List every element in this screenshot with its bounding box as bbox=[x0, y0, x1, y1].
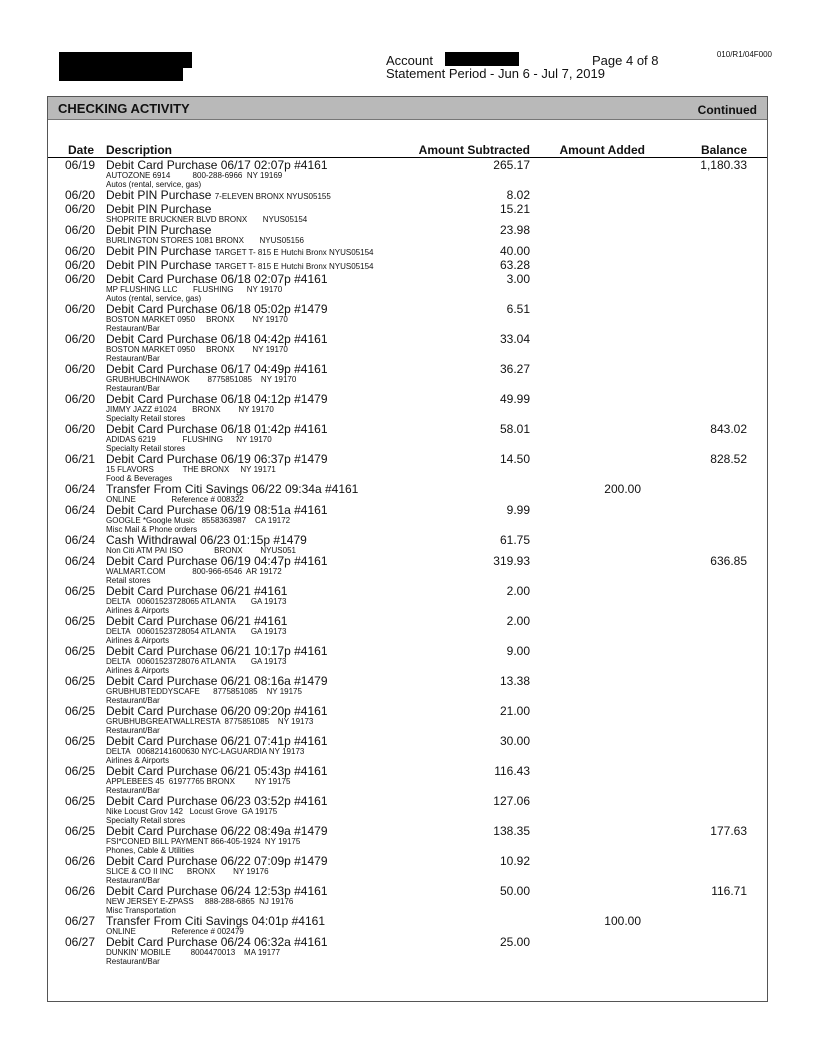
amount-subtracted: 116.43 bbox=[494, 764, 530, 778]
transaction-detail-line: BOSTON MARKET 0950 BRONX NY 19170 bbox=[106, 315, 288, 324]
transaction-detail-line: ADIDAS 6219 FLUSHING NY 19170 bbox=[106, 435, 272, 444]
transaction-title: Debit Card Purchase 06/21 08:16a #1479 bbox=[106, 674, 328, 688]
transaction-date: 06/26 bbox=[64, 884, 95, 898]
transaction-date: 06/27 bbox=[64, 935, 95, 949]
transaction-detail-line: Restaurant/Bar bbox=[106, 726, 160, 735]
transaction-title: Debit PIN Purchase bbox=[106, 244, 212, 258]
transaction-detail-line: Airlines & Airports bbox=[106, 606, 170, 615]
transaction-detail-line: DELTA 00601523728076 ATLANTA GA 19173 bbox=[106, 657, 287, 666]
transaction-row bbox=[48, 615, 767, 645]
transaction-title: Debit Card Purchase 06/21 10:17p #4161 bbox=[106, 644, 328, 658]
transaction-description bbox=[106, 936, 446, 966]
transaction-description bbox=[106, 504, 446, 534]
transaction-detail-line: GOOGLE *Google Music 8558363987 CA 19172 bbox=[106, 516, 291, 525]
transaction-date: 06/25 bbox=[64, 764, 95, 778]
amount-subtracted: 36.27 bbox=[499, 362, 530, 376]
transaction-main-line bbox=[106, 393, 446, 405]
checking-activity-section bbox=[47, 96, 768, 1002]
running-balance: 1,180.33 bbox=[700, 158, 747, 172]
transaction-main-line bbox=[106, 855, 446, 867]
transaction-main-line bbox=[106, 259, 446, 273]
transaction-description bbox=[106, 885, 446, 915]
transaction-inline-detail: TARGET T- 815 E Hutchi Bronx NYUS05154 bbox=[214, 248, 374, 257]
transaction-row bbox=[48, 504, 767, 534]
column-header-description: Description bbox=[106, 143, 173, 157]
transaction-detail-line: DUNKIN' MOBILE 8004470013 MA 19177 bbox=[106, 948, 281, 957]
document-code: 010/R1/04F000 bbox=[716, 50, 772, 59]
transaction-description bbox=[106, 224, 446, 245]
transaction-inline-detail: 7-ELEVEN BRONX NYUS05155 bbox=[214, 192, 331, 201]
transaction-title: Debit Card Purchase 06/21 #4161 bbox=[106, 584, 288, 598]
transaction-main-line bbox=[106, 273, 446, 285]
transaction-main-line bbox=[106, 453, 446, 465]
transaction-date: 06/25 bbox=[64, 584, 95, 598]
transaction-date: 06/20 bbox=[64, 392, 95, 406]
amount-subtracted: 61.75 bbox=[499, 533, 530, 547]
transaction-date: 06/24 bbox=[64, 554, 95, 568]
running-balance: 177.63 bbox=[710, 824, 747, 838]
transaction-date: 06/25 bbox=[64, 794, 95, 808]
transaction-title: Debit Card Purchase 06/18 01:42p #4161 bbox=[106, 422, 328, 436]
transaction-main-line bbox=[106, 423, 446, 435]
transaction-row bbox=[48, 735, 767, 765]
transaction-main-line bbox=[106, 534, 446, 546]
transaction-detail-line: SLICE & CO II INC BRONX NY 19176 bbox=[106, 867, 269, 876]
transaction-description bbox=[106, 203, 446, 224]
page-indicator: Page 4 of 8 bbox=[592, 53, 659, 68]
transaction-row bbox=[48, 885, 767, 915]
transaction-main-line bbox=[106, 645, 446, 657]
transaction-date: 06/20 bbox=[64, 258, 95, 272]
transaction-row bbox=[48, 203, 767, 224]
transaction-main-line bbox=[106, 735, 446, 747]
amount-added: 100.00 bbox=[604, 914, 641, 928]
transaction-date: 06/20 bbox=[64, 332, 95, 346]
transaction-main-line bbox=[106, 765, 446, 777]
transaction-main-line bbox=[106, 189, 446, 203]
amount-subtracted: 25.00 bbox=[499, 935, 530, 949]
amount-subtracted: 127.06 bbox=[493, 794, 530, 808]
transaction-description bbox=[106, 159, 446, 189]
column-header-balance: Balance bbox=[700, 143, 747, 157]
transaction-description bbox=[106, 735, 446, 765]
transaction-date: 06/20 bbox=[64, 188, 95, 202]
transaction-description bbox=[106, 303, 446, 333]
transaction-detail-line: ONLINE Reference # 008322 bbox=[106, 495, 244, 504]
amount-subtracted: 3.00 bbox=[506, 272, 530, 286]
transaction-title: Debit Card Purchase 06/17 04:49p #4161 bbox=[106, 362, 328, 376]
amount-subtracted: 58.01 bbox=[499, 422, 530, 436]
transaction-date: 06/21 bbox=[64, 452, 95, 466]
transaction-title: Debit Card Purchase 06/23 03:52p #4161 bbox=[106, 794, 328, 808]
transaction-title: Debit Card Purchase 06/22 07:09p #1479 bbox=[106, 854, 328, 868]
transaction-main-line bbox=[106, 885, 446, 897]
transaction-row bbox=[48, 303, 767, 333]
amount-added: 200.00 bbox=[604, 482, 641, 496]
transaction-detail-line: Phones, Cable & Utilities bbox=[106, 846, 195, 855]
amount-subtracted: 33.04 bbox=[499, 332, 530, 346]
transaction-title: Debit Card Purchase 06/24 06:32a #4161 bbox=[106, 935, 328, 949]
transaction-description bbox=[106, 534, 446, 555]
section-header-band bbox=[48, 97, 767, 120]
transaction-date: 06/20 bbox=[64, 272, 95, 286]
redacted-address-block bbox=[59, 66, 183, 81]
transaction-detail-line: DELTA 00601523728065 ATLANTA GA 19173 bbox=[106, 597, 287, 606]
transaction-title: Debit PIN Purchase bbox=[106, 223, 212, 237]
amount-subtracted: 9.99 bbox=[506, 503, 530, 517]
transaction-detail-line: SHOPRITE BRUCKNER BLVD BRONX NYUS05154 bbox=[106, 215, 308, 224]
transaction-row bbox=[48, 224, 767, 245]
transaction-detail-line: DELTA 00601523728054 ATLANTA GA 19173 bbox=[106, 627, 287, 636]
transaction-title: Debit Card Purchase 06/18 05:02p #1479 bbox=[106, 302, 328, 316]
transaction-description bbox=[106, 483, 446, 504]
transaction-main-line bbox=[106, 333, 446, 345]
transaction-title: Debit Card Purchase 06/21 #4161 bbox=[106, 614, 288, 628]
amount-subtracted: 9.00 bbox=[506, 644, 530, 658]
transaction-detail-line: Nike Locust Grov 142 Locust Grove GA 19175 bbox=[106, 807, 278, 816]
transaction-main-line bbox=[106, 915, 446, 927]
transaction-row bbox=[48, 259, 767, 273]
transaction-date: 06/20 bbox=[64, 202, 95, 216]
running-balance: 843.02 bbox=[710, 422, 747, 436]
transaction-detail-line: GRUBHUBGREATWALLRESTA 8775851085 NY 19173 bbox=[106, 717, 314, 726]
transaction-detail-line: APPLEBEES 45 61977765 BRONX NY 19175 bbox=[106, 777, 291, 786]
transaction-detail-line: Restaurant/Bar bbox=[106, 354, 160, 363]
continued-label: Continued bbox=[697, 103, 757, 117]
transaction-row bbox=[48, 936, 767, 966]
column-header-row bbox=[48, 143, 767, 158]
transaction-main-line bbox=[106, 504, 446, 516]
transaction-main-line bbox=[106, 483, 446, 495]
transaction-description bbox=[106, 825, 446, 855]
transaction-description bbox=[106, 273, 446, 303]
transaction-row bbox=[48, 555, 767, 585]
transaction-description bbox=[106, 333, 446, 363]
amount-subtracted: 30.00 bbox=[499, 734, 530, 748]
transaction-description bbox=[106, 245, 446, 259]
transaction-date: 06/19 bbox=[64, 158, 95, 172]
transaction-row bbox=[48, 423, 767, 453]
transaction-main-line bbox=[106, 555, 446, 567]
transaction-detail-line: Retail stores bbox=[106, 576, 151, 585]
transaction-detail-line: DELTA 00682141600630 NYC-LAGUARDIA NY 19173 bbox=[106, 747, 305, 756]
transaction-title: Debit Card Purchase 06/18 04:42p #4161 bbox=[106, 332, 328, 346]
transaction-date: 06/25 bbox=[64, 704, 95, 718]
transaction-detail-line: BOSTON MARKET 0950 BRONX NY 19170 bbox=[106, 345, 288, 354]
transaction-date: 06/27 bbox=[64, 914, 95, 928]
running-balance: 828.52 bbox=[710, 452, 747, 466]
transaction-main-line bbox=[106, 795, 446, 807]
running-balance: 116.71 bbox=[711, 884, 747, 898]
transaction-row bbox=[48, 915, 767, 936]
transaction-title: Debit Card Purchase 06/17 02:07p #4161 bbox=[106, 158, 328, 172]
transaction-description bbox=[106, 259, 446, 273]
transaction-row bbox=[48, 159, 767, 189]
amount-subtracted: 2.00 bbox=[506, 584, 530, 598]
transaction-description bbox=[106, 615, 446, 645]
transaction-main-line bbox=[106, 363, 446, 375]
section-title: CHECKING ACTIVITY bbox=[58, 101, 190, 116]
transaction-detail-line: GRUBHUBTEDDYSCAFE 8775851085 NY 19175 bbox=[106, 687, 302, 696]
amount-subtracted: 23.98 bbox=[499, 223, 530, 237]
transaction-title: Debit Card Purchase 06/20 09:20p #4161 bbox=[106, 704, 328, 718]
transaction-detail-line: Restaurant/Bar bbox=[106, 324, 160, 333]
transaction-detail-line: JIMMY JAZZ #1024 BRONX NY 19170 bbox=[106, 405, 274, 414]
transaction-description bbox=[106, 189, 446, 203]
transaction-detail-line: Restaurant/Bar bbox=[106, 957, 160, 966]
column-header-added: Amount Added bbox=[559, 143, 645, 157]
transaction-date: 06/25 bbox=[64, 674, 95, 688]
transaction-description bbox=[106, 765, 446, 795]
transaction-description bbox=[106, 585, 446, 615]
amount-subtracted: 2.00 bbox=[506, 614, 530, 628]
transaction-description bbox=[106, 675, 446, 705]
transaction-date: 06/24 bbox=[64, 482, 95, 496]
transaction-title: Cash Withdrawal 06/23 01:15p #1479 bbox=[106, 533, 307, 547]
transaction-title: Debit PIN Purchase bbox=[106, 202, 212, 216]
transaction-row bbox=[48, 333, 767, 363]
transaction-title: Debit Card Purchase 06/24 12:53p #4161 bbox=[106, 884, 328, 898]
column-header-subtracted: Amount Subtracted bbox=[418, 143, 530, 157]
transaction-title: Debit Card Purchase 06/19 06:37p #1479 bbox=[106, 452, 328, 466]
transaction-row bbox=[48, 705, 767, 735]
transaction-detail-line: AUTOZONE 6914 800-288-6966 NY 19169 bbox=[106, 171, 283, 180]
transaction-detail-line: ONLINE Reference # 002479 bbox=[106, 927, 244, 936]
transaction-main-line bbox=[106, 936, 446, 948]
transaction-date: 06/26 bbox=[64, 854, 95, 868]
column-header-date: Date bbox=[68, 143, 95, 157]
transaction-date: 06/20 bbox=[64, 244, 95, 258]
transaction-row bbox=[48, 765, 767, 795]
transaction-inline-detail: TARGET T- 815 E Hutchi Bronx NYUS05154 bbox=[214, 262, 374, 271]
transaction-date: 06/20 bbox=[64, 362, 95, 376]
transaction-detail-line: 15 FLAVORS THE BRONX NY 19171 bbox=[106, 465, 276, 474]
transaction-description bbox=[106, 555, 446, 585]
transaction-row bbox=[48, 245, 767, 259]
transaction-detail-line: Specialty Retail stores bbox=[106, 414, 186, 423]
transaction-detail-line: Airlines & Airports bbox=[106, 636, 170, 645]
transaction-main-line bbox=[106, 303, 446, 315]
transaction-description bbox=[106, 855, 446, 885]
transaction-detail-line: Non Citi ATM PAI ISO BRONX NYUS051 bbox=[106, 546, 296, 555]
transaction-detail-line: FSI*CONED BILL PAYMENT 866-405-1924 NY 19175 bbox=[106, 837, 301, 846]
statement-period: Statement Period - Jun 6 - Jul 7, 2019 bbox=[386, 66, 605, 81]
amount-subtracted: 8.02 bbox=[506, 188, 530, 202]
transaction-row bbox=[48, 795, 767, 825]
transaction-title: Debit Card Purchase 06/19 08:51a #4161 bbox=[106, 503, 328, 517]
transaction-row bbox=[48, 393, 767, 423]
transaction-row bbox=[48, 855, 767, 885]
transaction-main-line bbox=[106, 615, 446, 627]
amount-subtracted: 63.28 bbox=[499, 258, 530, 272]
transaction-date: 06/25 bbox=[64, 734, 95, 748]
transaction-title: Transfer From Citi Savings 06/22 09:34a #4161 bbox=[106, 482, 359, 496]
transaction-detail-line: Airlines & Airports bbox=[106, 756, 170, 765]
transaction-detail-line: Restaurant/Bar bbox=[106, 384, 160, 393]
transaction-date: 06/25 bbox=[64, 824, 95, 838]
amount-subtracted: 138.35 bbox=[493, 824, 530, 838]
running-balance: 636.85 bbox=[710, 554, 747, 568]
transaction-date: 06/24 bbox=[64, 503, 95, 517]
transaction-row bbox=[48, 189, 767, 203]
amount-subtracted: 40.00 bbox=[499, 244, 530, 258]
transaction-detail-line: NEW JERSEY E-ZPASS 888-288-6865 NJ 19176 bbox=[106, 897, 294, 906]
transaction-title: Debit Card Purchase 06/19 04:47p #4161 bbox=[106, 554, 328, 568]
transaction-detail-line: BURLINGTON STORES 1081 BRONX NYUS05156 bbox=[106, 236, 304, 245]
transaction-main-line bbox=[106, 203, 446, 215]
transaction-detail-line: Restaurant/Bar bbox=[106, 876, 160, 885]
transaction-row bbox=[48, 825, 767, 855]
transaction-title: Debit Card Purchase 06/21 07:41p #4161 bbox=[106, 734, 328, 748]
transaction-row bbox=[48, 273, 767, 303]
transaction-date: 06/20 bbox=[64, 302, 95, 316]
transaction-detail-line: Restaurant/Bar bbox=[106, 696, 160, 705]
transaction-title: Debit Card Purchase 06/22 08:49a #1479 bbox=[106, 824, 328, 838]
transaction-detail-line: Airlines & Airports bbox=[106, 666, 170, 675]
transaction-row bbox=[48, 483, 767, 504]
transaction-detail-line: Specialty Retail stores bbox=[106, 444, 186, 453]
transaction-title: Transfer From Citi Savings 04:01p #4161 bbox=[106, 914, 325, 928]
amount-subtracted: 14.50 bbox=[499, 452, 530, 466]
amount-subtracted: 10.92 bbox=[499, 854, 530, 868]
transaction-main-line bbox=[106, 585, 446, 597]
transaction-detail-line: Misc Transportation bbox=[106, 906, 176, 915]
account-label: Account bbox=[386, 53, 433, 68]
transaction-date: 06/20 bbox=[64, 422, 95, 436]
transaction-row bbox=[48, 363, 767, 393]
transaction-description bbox=[106, 705, 446, 735]
amount-subtracted: 49.99 bbox=[499, 392, 530, 406]
amount-subtracted: 50.00 bbox=[499, 884, 530, 898]
amount-subtracted: 21.00 bbox=[499, 704, 530, 718]
transaction-detail-line: Specialty Retail stores bbox=[106, 816, 186, 825]
transaction-title: Debit PIN Purchase bbox=[106, 188, 212, 202]
transaction-detail-line: Misc Mail & Phone orders bbox=[106, 525, 198, 534]
amount-subtracted: 15.21 bbox=[499, 202, 530, 216]
amount-subtracted: 13.38 bbox=[499, 674, 530, 688]
transaction-detail-line: Food & Beverages bbox=[106, 474, 173, 483]
transaction-description bbox=[106, 795, 446, 825]
transaction-description bbox=[106, 423, 446, 453]
transaction-detail-line: WALMART.COM 800-966-6546 AR 19172 bbox=[106, 567, 282, 576]
transaction-main-line bbox=[106, 224, 446, 236]
transaction-title: Debit Card Purchase 06/18 02:07p #4161 bbox=[106, 272, 328, 286]
transaction-description bbox=[106, 393, 446, 423]
transaction-title: Debit Card Purchase 06/21 05:43p #4161 bbox=[106, 764, 328, 778]
transaction-description bbox=[106, 453, 446, 483]
transaction-title: Debit PIN Purchase bbox=[106, 258, 212, 272]
transaction-list bbox=[48, 159, 767, 966]
transaction-main-line bbox=[106, 159, 446, 171]
transaction-date: 06/25 bbox=[64, 614, 95, 628]
transaction-row bbox=[48, 585, 767, 615]
transaction-detail-line: GRUBHUBCHINAWOK 8775851085 NY 19170 bbox=[106, 375, 297, 384]
transaction-title: Debit Card Purchase 06/18 04:12p #1479 bbox=[106, 392, 328, 406]
transaction-detail-line: Restaurant/Bar bbox=[106, 786, 160, 795]
transaction-date: 06/20 bbox=[64, 223, 95, 237]
transaction-row bbox=[48, 645, 767, 675]
transaction-row bbox=[48, 675, 767, 705]
transaction-main-line bbox=[106, 705, 446, 717]
transaction-detail-line: MP FLUSHING LLC FLUSHING NY 19170 bbox=[106, 285, 283, 294]
transaction-description bbox=[106, 363, 446, 393]
transaction-date: 06/24 bbox=[64, 533, 95, 547]
amount-subtracted: 6.51 bbox=[506, 302, 530, 316]
amount-subtracted: 265.17 bbox=[493, 158, 530, 172]
transaction-detail-line: Autos (rental, service, gas) bbox=[106, 294, 202, 303]
transaction-main-line bbox=[106, 825, 446, 837]
transaction-date: 06/25 bbox=[64, 644, 95, 658]
transaction-detail-line: Autos (rental, service, gas) bbox=[106, 180, 202, 189]
transaction-description bbox=[106, 915, 446, 936]
transaction-row bbox=[48, 534, 767, 555]
transaction-row bbox=[48, 453, 767, 483]
amount-subtracted: 319.93 bbox=[493, 554, 530, 568]
transaction-description bbox=[106, 645, 446, 675]
transaction-main-line bbox=[106, 675, 446, 687]
transaction-main-line bbox=[106, 245, 446, 259]
redacted-account-number bbox=[445, 52, 519, 66]
